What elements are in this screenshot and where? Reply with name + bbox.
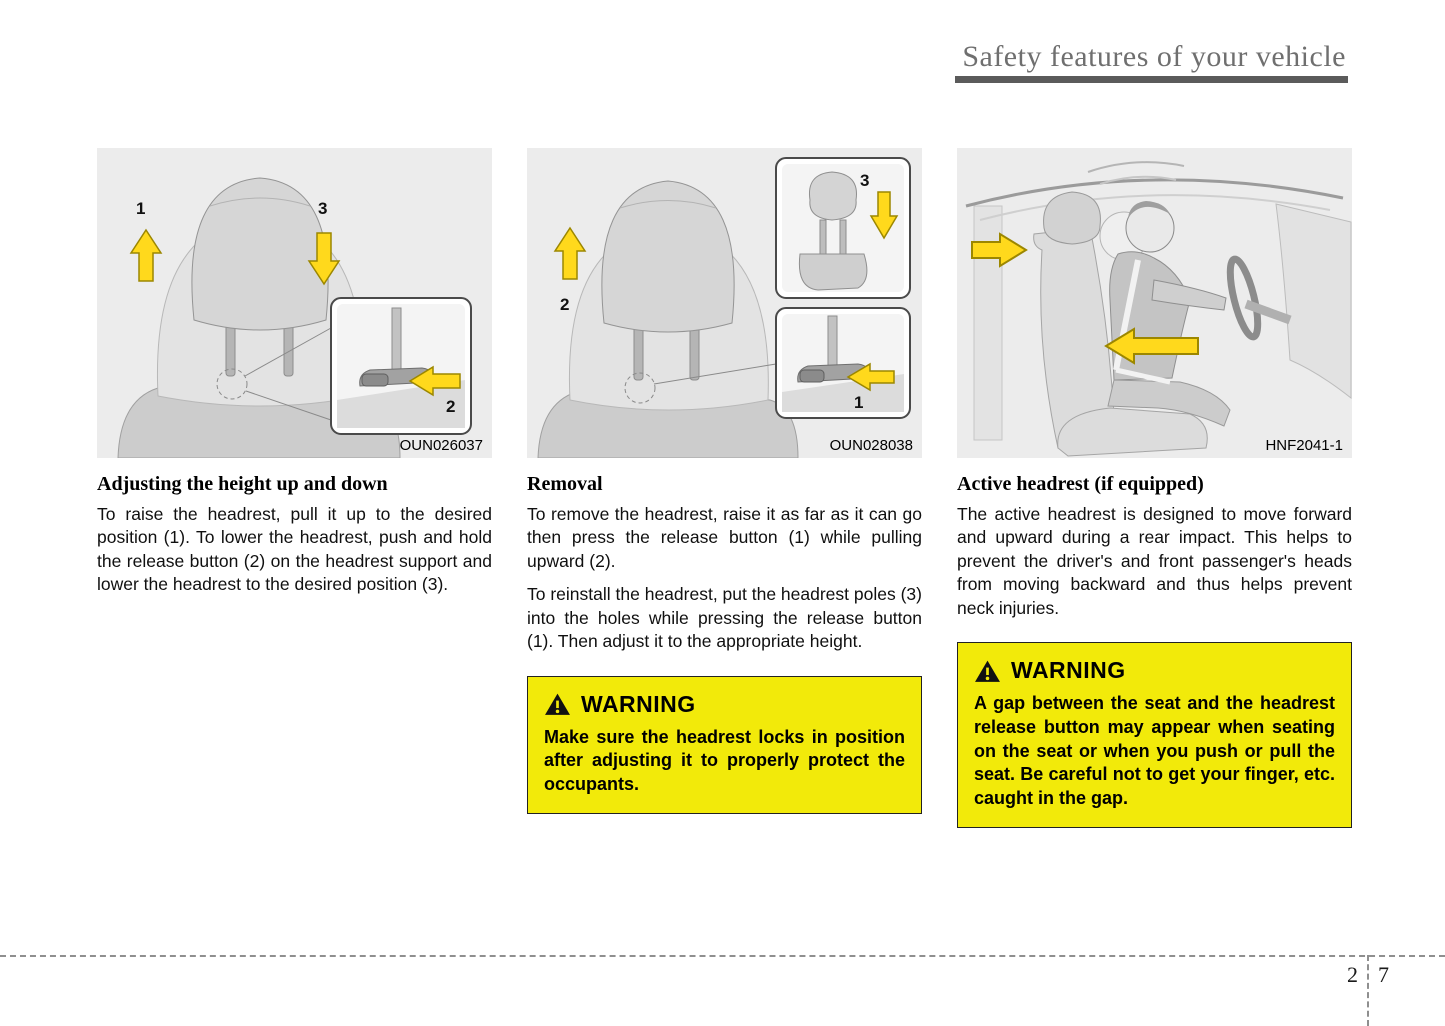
warning-triangle-icon xyxy=(544,692,571,716)
figure-label-reinstall: 3 xyxy=(860,171,870,190)
reinstall-inset xyxy=(776,158,910,298)
active-headrest-illustration xyxy=(957,148,1352,458)
page-title: Safety features of your vehicle xyxy=(962,40,1346,73)
body-paragraph: To raise the headrest, pull it up to the desired position (1). To lower the headrest, push and hold the release button (2) on the headrest support and lower the headrest to the desired position (3). xyxy=(97,504,492,595)
warning-box-removal xyxy=(527,676,922,814)
body-paragraph: The active headrest is designed to move forward and upward during a rear impact. This helps to prevent the driver's and front passenger's heads from moving backward and thus helps prevent neck injuries. xyxy=(957,504,1352,618)
section-heading-active: Active headrest (if equipped) xyxy=(957,473,1204,495)
section-heading-removal: Removal xyxy=(527,473,603,495)
headrest-adjust-illustration xyxy=(97,148,492,458)
warning-title: WARNING xyxy=(1011,657,1126,684)
page-section-number: 2 xyxy=(1347,962,1358,987)
body-paragraph: To remove the headrest, raise it as far as it can go then press the release button (1) while pulling upward (2). xyxy=(527,504,922,571)
release-button xyxy=(362,374,388,386)
release-button-inset xyxy=(331,298,471,434)
content-columns xyxy=(97,148,1352,828)
figure-removal xyxy=(527,148,922,458)
page-number xyxy=(1347,962,1389,1026)
figure-label-raise: 1 xyxy=(136,199,146,218)
figure-label-release: 1 xyxy=(854,393,864,412)
figure-active-headrest xyxy=(957,148,1352,458)
warning-title: WARNING xyxy=(581,690,696,717)
warning-text: A gap between the seat and the headrest release button may appear when seating on the seat or when you push or pull the seat. Be careful not to get your finger, etc. caught in the gap. xyxy=(974,693,1335,809)
column-active-headrest xyxy=(957,148,1352,828)
section-heading-adjusting: Adjusting the height up and down xyxy=(97,473,388,495)
page-number-value: 7 xyxy=(1378,962,1389,987)
figure-adjusting-height xyxy=(97,148,492,458)
warning-text: Make sure the headrest locks in position after adjusting it to properly protect the occupants. xyxy=(544,726,905,795)
figure-code: OUN028038 xyxy=(829,437,913,454)
figure-code: OUN026037 xyxy=(399,437,483,454)
header-underline-bar xyxy=(955,76,1348,83)
body-paragraph: To reinstall the headrest, put the headrest poles (3) into the holes while pressing the release button (1). Then adjust it to the appropriate height. xyxy=(527,584,922,652)
warning-triangle-icon xyxy=(974,659,1001,683)
figure-label-lower: 3 xyxy=(318,199,328,218)
figure-label-pull-up: 2 xyxy=(560,295,570,314)
seat-cushion xyxy=(1058,408,1208,456)
footer-dashed-line xyxy=(0,955,1445,957)
column-removal xyxy=(527,148,922,828)
column-adjusting-height xyxy=(97,148,492,828)
warning-box-active xyxy=(957,642,1352,828)
headrest-removal-illustration xyxy=(527,148,922,458)
page-number-divider xyxy=(1367,955,1369,1026)
active-headrest xyxy=(1044,192,1101,244)
release-button xyxy=(800,370,824,382)
figure-label-release: 2 xyxy=(446,397,456,416)
release-button-inset xyxy=(776,308,910,418)
figure-code: HNF2041-1 xyxy=(1265,437,1343,454)
